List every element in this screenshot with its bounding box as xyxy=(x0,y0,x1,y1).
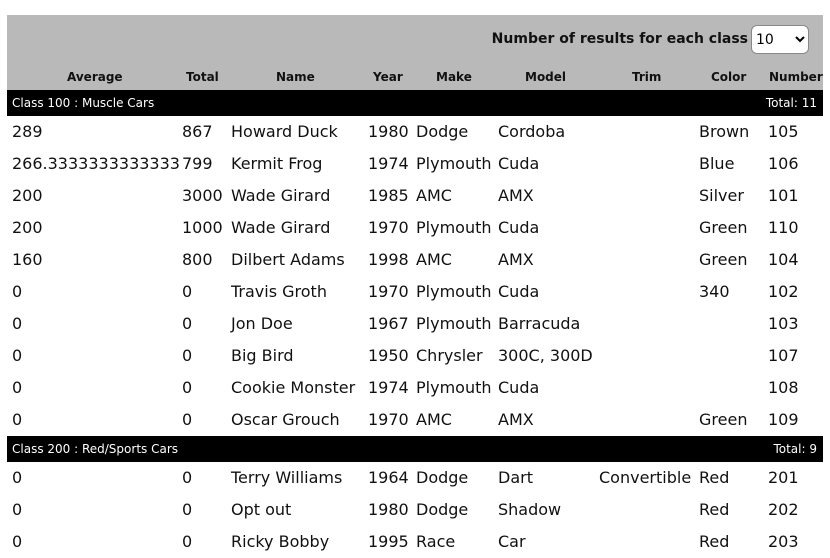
cell-average: 0 xyxy=(12,314,23,333)
cell-model: Car xyxy=(498,532,526,551)
cell-make: Plymouth xyxy=(416,218,492,237)
cell-average: 0 xyxy=(12,378,23,397)
cell-make: Plymouth xyxy=(416,314,492,333)
class-name: Class 100 : Muscle Cars xyxy=(12,96,155,110)
class-header xyxy=(7,436,823,462)
cell-number: 103 xyxy=(768,314,799,333)
results-panel xyxy=(7,15,823,558)
cell-year: 1974 xyxy=(368,154,409,173)
cell-average: 160 xyxy=(12,250,43,269)
cell-name: Wade Girard xyxy=(231,218,331,237)
column-header-name[interactable]: Name xyxy=(276,70,315,84)
cell-model: Cuda xyxy=(498,218,540,237)
cell-color: Green xyxy=(699,218,748,237)
cell-name: Wade Girard xyxy=(231,186,331,205)
cell-name: Dilbert Adams xyxy=(231,250,345,269)
cell-average: 0 xyxy=(12,346,23,365)
column-header-trim[interactable]: Trim xyxy=(632,70,662,84)
cell-year: 1970 xyxy=(368,218,409,237)
cell-model: Dart xyxy=(498,468,533,487)
cell-make: Race xyxy=(416,532,456,551)
cell-number: 202 xyxy=(768,500,799,519)
cell-average: 0 xyxy=(12,282,23,301)
table-row[interactable] xyxy=(7,372,823,404)
cell-color: Silver xyxy=(699,186,744,205)
cell-name: Kermit Frog xyxy=(231,154,323,173)
cell-year: 1970 xyxy=(368,282,409,301)
cell-make: AMC xyxy=(416,410,452,429)
cell-total: 0 xyxy=(182,378,193,397)
cell-total: 800 xyxy=(182,250,213,269)
cell-name: Terry Williams xyxy=(231,468,343,487)
table-row[interactable] xyxy=(7,526,823,558)
cell-color: Green xyxy=(699,410,748,429)
cell-average: 0 xyxy=(12,410,23,429)
cell-color: Red xyxy=(699,500,730,519)
results-per-class-select[interactable] xyxy=(751,25,809,54)
cell-number: 203 xyxy=(768,532,799,551)
cell-total: 0 xyxy=(182,314,193,333)
cell-model: Cordoba xyxy=(498,122,566,141)
cell-total: 0 xyxy=(182,410,193,429)
cell-total: 0 xyxy=(182,346,193,365)
cell-number: 104 xyxy=(768,250,799,269)
table-row[interactable] xyxy=(7,212,823,244)
table-row[interactable] xyxy=(7,462,823,494)
table-row[interactable] xyxy=(7,308,823,340)
cell-make: Dodge xyxy=(416,468,469,487)
table-row[interactable] xyxy=(7,404,823,436)
cell-color: Red xyxy=(699,532,730,551)
cell-model: Cuda xyxy=(498,154,540,173)
cell-model: Barracuda xyxy=(498,314,581,333)
class-header xyxy=(7,90,823,116)
cell-year: 1995 xyxy=(368,532,409,551)
cell-total: 0 xyxy=(182,468,193,487)
cell-make: Dodge xyxy=(416,122,469,141)
table-row[interactable] xyxy=(7,180,823,212)
cell-model: 300C, 300D xyxy=(498,346,593,365)
cell-average: 200 xyxy=(12,218,43,237)
cell-number: 108 xyxy=(768,378,799,397)
table-row[interactable] xyxy=(7,116,823,148)
column-header-make[interactable]: Make xyxy=(436,70,472,84)
cell-make: AMC xyxy=(416,250,452,269)
cell-name: Cookie Monster xyxy=(231,378,356,397)
cell-number: 109 xyxy=(768,410,799,429)
cell-number: 105 xyxy=(768,122,799,141)
cell-model: Cuda xyxy=(498,378,540,397)
cell-total: 867 xyxy=(182,122,213,141)
cell-number: 106 xyxy=(768,154,799,173)
cell-model: AMX xyxy=(498,186,534,205)
column-header-year[interactable]: Year xyxy=(373,70,403,84)
cell-make: AMC xyxy=(416,186,452,205)
class-name: Class 200 : Red/Sports Cars xyxy=(12,442,179,456)
column-header-average[interactable]: Average xyxy=(67,70,123,84)
cell-make: Chrysler xyxy=(416,346,483,365)
cell-year: 1980 xyxy=(368,500,409,519)
cell-model: AMX xyxy=(498,250,534,269)
cell-total: 799 xyxy=(182,154,213,173)
cell-average: 289 xyxy=(12,122,43,141)
column-header-row xyxy=(7,65,823,90)
cell-year: 1998 xyxy=(368,250,409,269)
cell-make: Plymouth xyxy=(416,378,492,397)
cell-total: 0 xyxy=(182,282,193,301)
cell-total: 0 xyxy=(182,532,193,551)
cell-year: 1964 xyxy=(368,468,409,487)
table-row[interactable] xyxy=(7,276,823,308)
cell-year: 1980 xyxy=(368,122,409,141)
cell-number: 107 xyxy=(768,346,799,365)
cell-number: 101 xyxy=(768,186,799,205)
table-row[interactable] xyxy=(7,494,823,526)
cell-average: 200 xyxy=(12,186,43,205)
cell-average: 0 xyxy=(12,500,23,519)
cell-year: 1967 xyxy=(368,314,409,333)
cell-year: 1970 xyxy=(368,410,409,429)
cell-total: 0 xyxy=(182,500,193,519)
cell-trim: Convertible xyxy=(599,468,692,487)
cell-year: 1974 xyxy=(368,378,409,397)
cell-model: AMX xyxy=(498,410,534,429)
cell-name: Ricky Bobby xyxy=(231,532,330,551)
cell-color: Brown xyxy=(699,122,750,141)
cell-year: 1985 xyxy=(368,186,409,205)
cell-model: Shadow xyxy=(498,500,562,519)
cell-model: Cuda xyxy=(498,282,540,301)
cell-number: 102 xyxy=(768,282,799,301)
cell-name: Opt out xyxy=(231,500,292,519)
cell-make: Plymouth xyxy=(416,282,492,301)
cell-total: 1000 xyxy=(182,218,223,237)
cell-color: Green xyxy=(699,250,748,269)
cell-color: 340 xyxy=(699,282,730,301)
column-header-model[interactable]: Model xyxy=(525,70,567,84)
results-toolbar xyxy=(7,15,823,65)
results-table-body xyxy=(7,90,823,558)
cell-year: 1950 xyxy=(368,346,409,365)
cell-name: Oscar Grouch xyxy=(231,410,340,429)
cell-color: Blue xyxy=(699,154,735,173)
cell-name: Jon Doe xyxy=(231,314,293,333)
cell-number: 110 xyxy=(768,218,799,237)
cell-make: Dodge xyxy=(416,500,469,519)
cell-average: 266.3333333333333 xyxy=(12,154,180,173)
cell-average: 0 xyxy=(12,532,23,551)
cell-total: 3000 xyxy=(182,186,223,205)
cell-name: Howard Duck xyxy=(231,122,338,141)
table-row[interactable] xyxy=(7,244,823,276)
cell-name: Travis Groth xyxy=(231,282,327,301)
results-per-class-label: Number of results for each class xyxy=(491,31,748,47)
cell-name: Big Bird xyxy=(231,346,294,365)
table-row[interactable] xyxy=(7,148,823,180)
class-total: Total: 9 xyxy=(773,442,817,456)
class-total: Total: 11 xyxy=(765,96,817,110)
column-header-number[interactable]: Number xyxy=(769,70,823,84)
cell-number: 201 xyxy=(768,468,799,487)
column-header-color[interactable]: Color xyxy=(711,70,747,84)
cell-average: 0 xyxy=(12,468,23,487)
cell-color: Red xyxy=(699,468,730,487)
column-header-total[interactable]: Total xyxy=(186,70,219,84)
table-row[interactable] xyxy=(7,340,823,372)
cell-make: Plymouth xyxy=(416,154,492,173)
